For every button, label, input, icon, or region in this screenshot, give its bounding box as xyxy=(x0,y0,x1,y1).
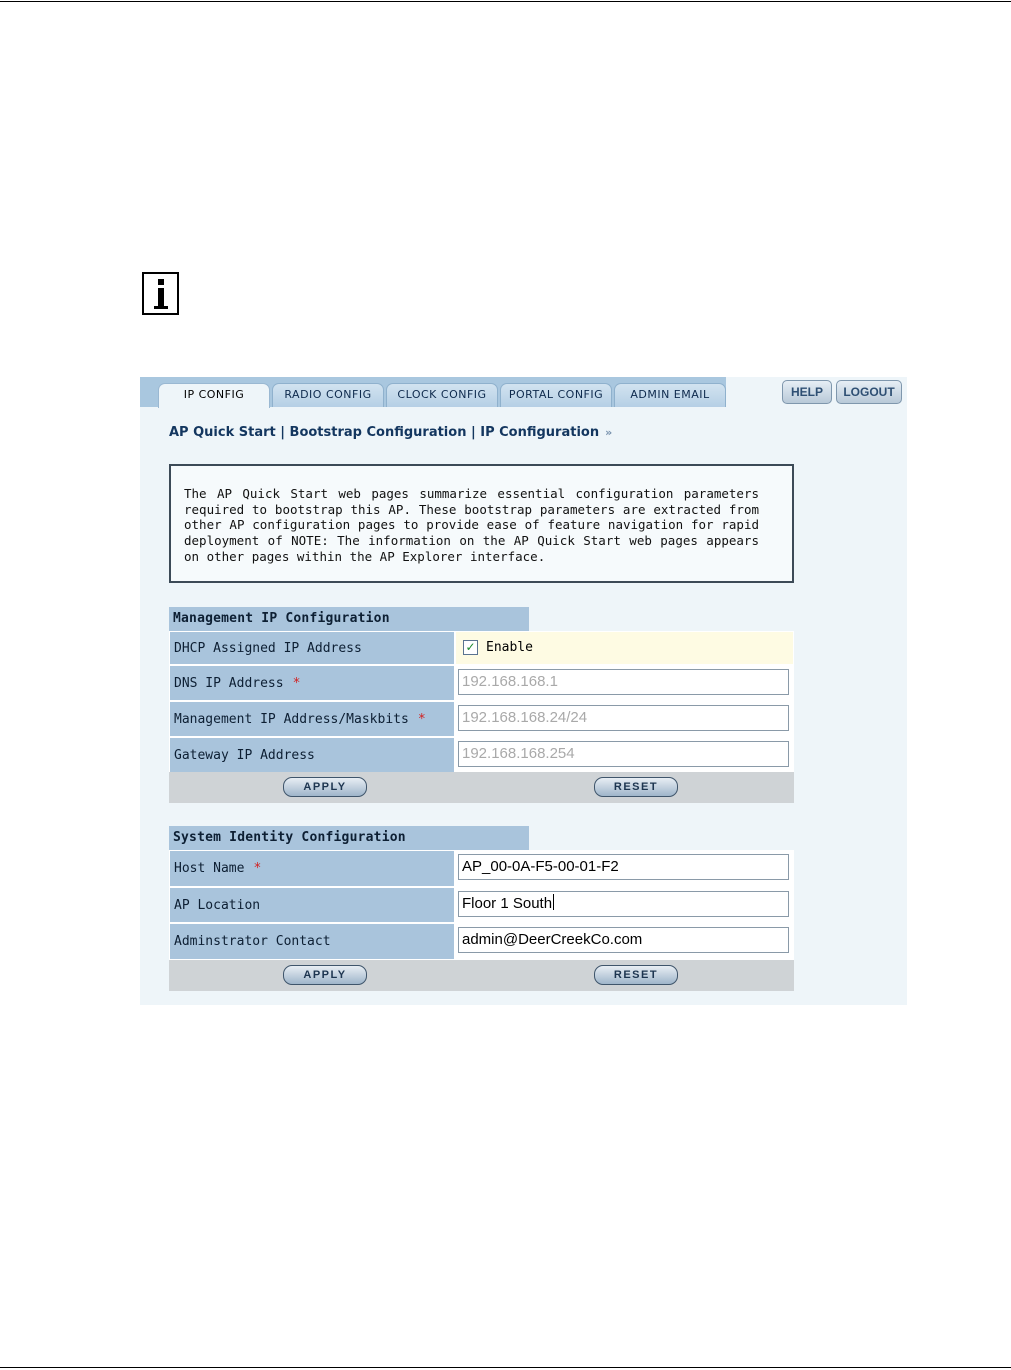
ap-config-panel xyxy=(140,377,907,1005)
management-apply-button[interactable]: APPLY xyxy=(283,777,367,797)
required-marker: * xyxy=(417,711,426,727)
text-caret xyxy=(553,894,554,910)
mgmt-ip-row xyxy=(169,701,794,737)
tab-ip-config[interactable]: IP CONFIG xyxy=(158,383,270,408)
host-name-label: Host Name * xyxy=(170,851,454,886)
info-note-text: The AP Quick Start web pages summarize essential configuration parameters required to bootstrap this AP. These bootstrap parameters are extracted from other AP configuration pages to provide ease of feature navigation for rapid deployment of NOTE: The information on the AP Quick Start web pages appears on other pages within the AP Explorer interface. xyxy=(184,486,759,564)
gateway-label: Gateway IP Address xyxy=(170,738,454,772)
breadcrumb xyxy=(169,425,612,440)
mgmt-ip-input[interactable]: 192.168.168.24/24 xyxy=(458,705,789,731)
double-chevron-right-icon: » xyxy=(605,426,613,439)
system-section-title: System Identity Configuration xyxy=(169,826,529,850)
tab-bar xyxy=(140,377,907,407)
management-section-title: Management IP Configuration xyxy=(169,607,529,631)
info-note-box xyxy=(169,464,794,583)
dhcp-row xyxy=(169,631,794,665)
management-form xyxy=(169,631,794,773)
host-name-value xyxy=(456,851,793,886)
dns-value xyxy=(456,666,793,700)
admin-contact-row xyxy=(169,923,794,960)
ap-location-row xyxy=(169,887,794,923)
tab-admin-email[interactable]: ADMIN EMAIL xyxy=(614,383,726,407)
logout-button[interactable]: LOGOUT xyxy=(836,380,902,404)
dhcp-enable-label: Enable xyxy=(486,640,533,655)
required-marker: * xyxy=(253,861,262,876)
admin-contact-label: Adminstrator Contact xyxy=(170,924,454,959)
ap-location-value xyxy=(456,888,793,922)
management-reset-button[interactable]: RESET xyxy=(594,777,678,797)
system-form xyxy=(169,850,794,960)
admin-contact-value xyxy=(456,924,793,959)
host-name-row xyxy=(169,850,794,887)
system-apply-button[interactable]: APPLY xyxy=(283,965,367,985)
system-button-row xyxy=(169,960,794,991)
dhcp-value xyxy=(456,632,793,664)
breadcrumb-text: AP Quick Start | Bootstrap Configuration | IP Configuration xyxy=(169,425,600,440)
required-marker: * xyxy=(292,675,301,691)
top-rule xyxy=(0,1,1011,2)
dns-label: DNS IP Address * xyxy=(170,666,454,700)
admin-contact-input[interactable]: admin@DeerCreekCo.com xyxy=(458,927,789,953)
dhcp-enable-checkbox[interactable]: ✓ xyxy=(463,640,478,655)
system-reset-button[interactable]: RESET xyxy=(594,965,678,985)
host-name-input[interactable]: AP_00-0A-F5-00-01-F2 xyxy=(458,854,789,880)
help-button[interactable]: HELP xyxy=(782,380,832,404)
ap-location-input[interactable]: Floor 1 South xyxy=(458,891,789,917)
dns-ip-input[interactable]: 192.168.168.1 xyxy=(458,669,789,695)
management-button-row xyxy=(169,772,794,803)
gateway-value xyxy=(456,738,793,772)
bottom-rule xyxy=(0,1367,1011,1368)
info-icon xyxy=(142,272,179,315)
ap-location-label: AP Location xyxy=(170,888,454,922)
tab-portal-config[interactable]: PORTAL CONFIG xyxy=(500,383,612,407)
gateway-ip-input[interactable]: 192.168.168.254 xyxy=(458,741,789,767)
tab-clock-config[interactable]: CLOCK CONFIG xyxy=(386,383,498,407)
mgmt-ip-label: Management IP Address/Maskbits * xyxy=(170,702,454,736)
mgmt-ip-value xyxy=(456,702,793,736)
dhcp-label: DHCP Assigned IP Address xyxy=(170,632,454,664)
gateway-row xyxy=(169,737,794,773)
tab-radio-config[interactable]: RADIO CONFIG xyxy=(272,383,384,407)
dns-row xyxy=(169,665,794,701)
